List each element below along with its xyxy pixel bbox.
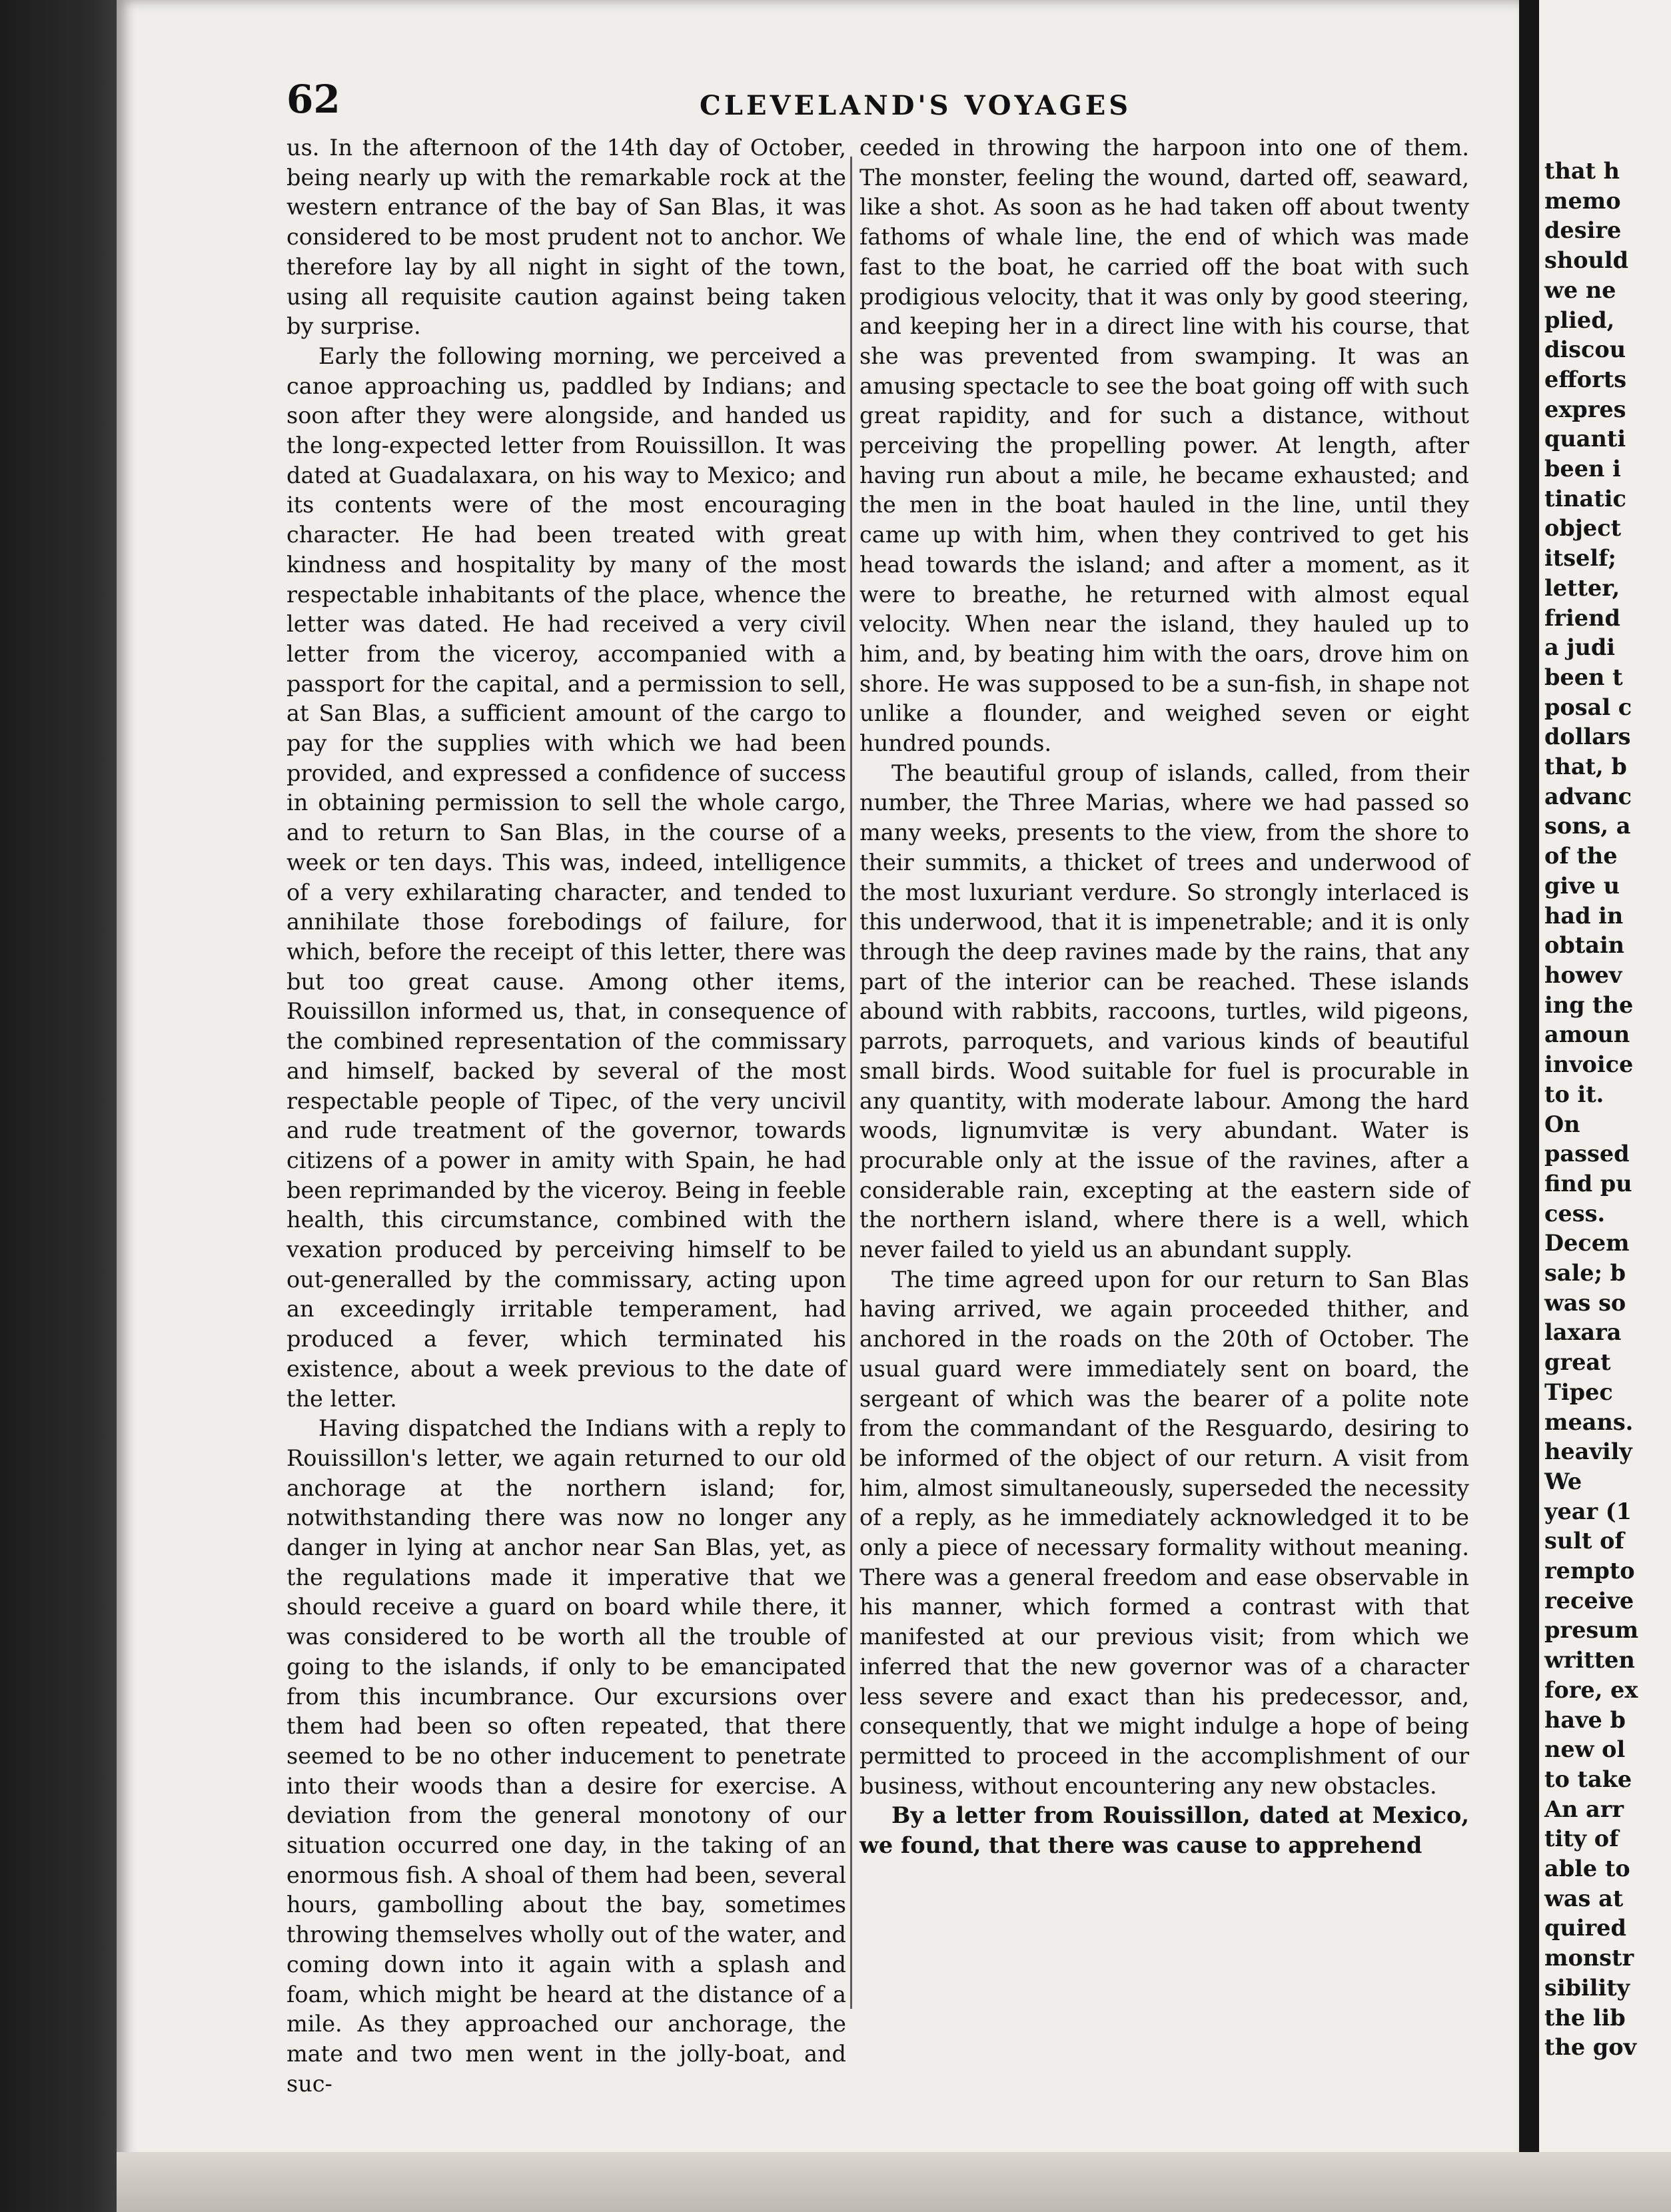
next-page-line: the lib xyxy=(1544,2004,1626,2031)
next-page-line: invoice xyxy=(1544,1051,1634,1078)
next-page-line: laxara xyxy=(1544,1319,1622,1346)
next-page-line: written xyxy=(1544,1647,1635,1674)
next-page-line: monstr xyxy=(1544,1945,1634,1971)
next-page-line: a judi xyxy=(1544,634,1615,661)
next-page-line: find pu xyxy=(1544,1170,1632,1197)
next-page-text xyxy=(1544,157,1638,2063)
next-page-line: amoun xyxy=(1544,1021,1630,1048)
next-page-line: that h xyxy=(1544,158,1620,184)
next-page-line: rempto xyxy=(1544,1558,1635,1584)
next-page-line: heavily xyxy=(1544,1438,1632,1465)
next-page-line: itself; xyxy=(1544,545,1616,572)
next-page-line: presum xyxy=(1544,1617,1639,1644)
next-page-line: of the xyxy=(1544,843,1618,869)
next-page-line: fore, ex xyxy=(1544,1676,1638,1703)
next-page-line: quanti xyxy=(1544,426,1626,452)
next-page-line: was at xyxy=(1544,1885,1624,1912)
next-page-line: Decem xyxy=(1544,1230,1630,1257)
next-page-line: tity of xyxy=(1544,1826,1619,1852)
next-page-line: dollars xyxy=(1544,724,1631,750)
next-page-line: sult of xyxy=(1544,1528,1624,1554)
next-page-line: have b xyxy=(1544,1706,1626,1733)
next-page-line: great xyxy=(1544,1349,1611,1376)
next-page-line: discou xyxy=(1544,336,1626,363)
paragraph: ceeded in throwing the harpoon into one of them. The monster, feeling the wound, darted off, seaward, like a shot. As soon as he had taken off about twenty fathoms of whale line, the end of which was made fast to the boat, he carried off the boat with such prodigious velocity, that it was only by good steering, and keeping her in a direct line with his course, that she was prevented from swamping. It was an amusing spectacle to see the boat going off with such great rapidity, and for such a distance, without perceiving the propelling power. At length, after having run about a mile, he became exhausted; and the men in the boat hauled in the line, until they came up with him, when they contrived to get his head towards the island; and after a moment, as it were to breathe, he returned with almost equal velocity. When near the island, they hauled up to him, and, by beating him with the oars, drove him on shore. He was supposed to be a sun-fish, in shape not unlike a flounder, and weighed seven or eight hundred pounds. xyxy=(859,135,1469,757)
next-page-line: sons, a xyxy=(1544,813,1631,839)
next-page-line: Tipec xyxy=(1544,1379,1613,1405)
next-page-line: We xyxy=(1544,1468,1582,1494)
next-page-line: had in xyxy=(1544,902,1624,929)
paragraph: The beautiful group of islands, called, from their number, the Three Marias, where we had passed so many weeks, presents to the view, from the shore to their summits, a thicket of trees and underwood of the most luxuriant verdure. So strongly interlaced is this underwood, that it is impenetrable; and it is only through the deep ravines made by the rains, that any part of the interior can be reached. These islands abound with rabbits, raccoons, turtles, wild pigeons, parrots, parroquets, and various kinds of beautiful small birds. Wood suitable for fuel is procurable in any quantity, with moderate labour. Among the hard woods, lignumvitæ is very abundant. Water is procurable only at the issue of the ravines, after a considerable rain, excepting at the eastern side of the northern island, where there is a well, which never failed to yield us an abundant supply. xyxy=(859,760,1469,1263)
paragraph: us. In the afternoon of the 14th day of October, being nearly up with the remarkable rock at the western entrance of the bay of San Blas, it was considered to be most prudent not to anchor. We therefore lay by all night in sight of the town, using all requisite caution against being taken by surprise. xyxy=(286,135,846,340)
next-page-line: friend xyxy=(1544,604,1620,631)
next-page-line: posal c xyxy=(1544,694,1632,720)
next-page-edge xyxy=(1539,0,1671,2212)
next-page-line: we ne xyxy=(1544,276,1616,303)
next-page-line: receive xyxy=(1544,1587,1634,1614)
scan-border-left xyxy=(0,0,117,2212)
next-page-line: obtain xyxy=(1544,932,1625,959)
next-page-line: expres xyxy=(1544,396,1626,422)
running-title: CLEVELAND'S VOYAGES xyxy=(700,90,1132,121)
next-page-line: to it. xyxy=(1544,1081,1604,1107)
paragraph: The time agreed upon for our return to San Blas having arrived, we again proceeded thither, and anchored in the roads on the 20th of October. The usual guard were immediately sent on board, the sergeant of which was the bearer of a polite note from the commandant of the Resguardo, desiring to be informed of the object of our return. A visit from him, almost simultaneously, superseded the necessity of a reply, as he immediately acknowledged it to be only a piece of necessary formality without meaning. There was a general freedom and ease observable in his manner, which formed a contrast with that manifested at our previous visit; from which we inferred that the new governor was of a character less severe and exact than his predecessor, and, consequently, that we might indulge a hope of being permitted to proceed in the accomplishment of our business, without encountering any new obstacles. xyxy=(859,1266,1469,1799)
next-page-line: was so xyxy=(1544,1289,1626,1316)
left-column xyxy=(286,133,846,2099)
next-page-line: howev xyxy=(1544,961,1622,988)
paragraph: By a letter from Rouissillon, dated at Mexico, we found, that there was cause to apprehend xyxy=(859,1802,1469,1859)
next-page-line: plied, xyxy=(1544,306,1615,333)
next-page-line: efforts xyxy=(1544,366,1627,392)
paragraph: Early the following morning, we perceived a canoe approaching us, paddled by Indians; and soon after they were alongside, and handed us the long-expected letter from Rouissillon. It was dated at Guadalaxara, on his way to Mexico; and its contents were of the most encouraging character. He had been treated with great kindness and hospitality by many of the most respectable inhabitants of the place, whence the letter was dated. He had received a very civil letter from the viceroy, accompanied with a passport for the capital, and a permission to sell, at San Blas, a sufficient amount of the cargo to pay for the supplies with which we had been provided, and expressed a confidence of success in obtaining permission to sell the whole cargo, and to return to San Blas, in the course of a week or ten days. This was, indeed, intelligence of a very exhilarating character, and tended to annihilate those forebodings of failure, for which, before the receipt of this letter, there was but too great cause. Among other items, Rouissillon informed us, that, in consequence of the combined representation of the commissary and himself, backed by several of the most respectable people of Tipec, of the very uncivil and rude treatment of the governor, towards citizens of a power in amity with Spain, he had been reprimanded by the viceroy. Being in feeble health, this circumstance, combined with the vexation produced by perceiving himself to be out-generalled by the commissary, acting upon an exceedingly irritable temperament, had produced a fever, which terminated his existence, about a week previous to the date of the letter. xyxy=(286,342,846,1412)
next-page-line: the gov xyxy=(1544,2034,1637,2061)
next-page-line: passed xyxy=(1544,1141,1630,1167)
paragraph: Having dispatched the Indians with a reply to Rouissillon's letter, we again returned to our old anchorage at the northern island; for, notwithstanding there was now no longer any danger in lying at anchor near San Blas, yet, as the regulations made it imperative that we should receive a guard on board while there, it was considered to be worth all the trouble of going to the islands, if only to be emancipated from this incumbrance. Our excursions over them had been so often repeated, that there seemed to be no other inducement to penetrate into their woods than a desire for exercise. A deviation from the general monotony of our situation occurred one day, in the taking of an enormous fish. A shoal of them had been, several hours, gambolling about the bay, sometimes throwing themselves wholly out of the water, and coming down into it again with a splash and foam, which might be heard at the distance of a mile. As they approached our anchorage, the mate and two men went in the jolly-boat, and suc- xyxy=(286,1415,846,2097)
next-page-line: object xyxy=(1544,515,1622,542)
running-head xyxy=(286,70,1519,130)
next-page-line: been t xyxy=(1544,664,1623,690)
next-page-line: give u xyxy=(1544,872,1620,899)
next-page-line: ing the xyxy=(1544,991,1634,1018)
next-page-line: advanc xyxy=(1544,783,1632,810)
column-divider xyxy=(850,157,852,2009)
next-page-line: sibility xyxy=(1544,1974,1630,2001)
next-page-line: letter, xyxy=(1544,574,1620,601)
next-page-line: means. xyxy=(1544,1408,1634,1435)
next-page-line: On xyxy=(1544,1111,1580,1137)
next-page-line: sale; b xyxy=(1544,1260,1626,1287)
next-page-line: desire xyxy=(1544,217,1622,244)
page-number: 62 xyxy=(286,77,340,122)
next-page-line: to take xyxy=(1544,1766,1632,1792)
next-page-line: year (1 xyxy=(1544,1498,1632,1524)
next-page-line: that, b xyxy=(1544,754,1627,780)
next-page-line: been i xyxy=(1544,456,1621,482)
next-page-line: quired xyxy=(1544,1915,1626,1941)
next-page-line: tinatic xyxy=(1544,485,1626,512)
next-page-line: An arr xyxy=(1544,1796,1624,1822)
next-page-line: memo xyxy=(1544,187,1621,214)
page-gutter xyxy=(1519,0,1539,2212)
right-column xyxy=(859,133,1469,1861)
next-page-line: new ol xyxy=(1544,1736,1626,1763)
next-page-line: able to xyxy=(1544,1856,1630,1882)
page-bottom-edge xyxy=(117,2152,1671,2212)
next-page-line: should xyxy=(1544,247,1629,274)
next-page-line: cess. xyxy=(1544,1200,1606,1227)
